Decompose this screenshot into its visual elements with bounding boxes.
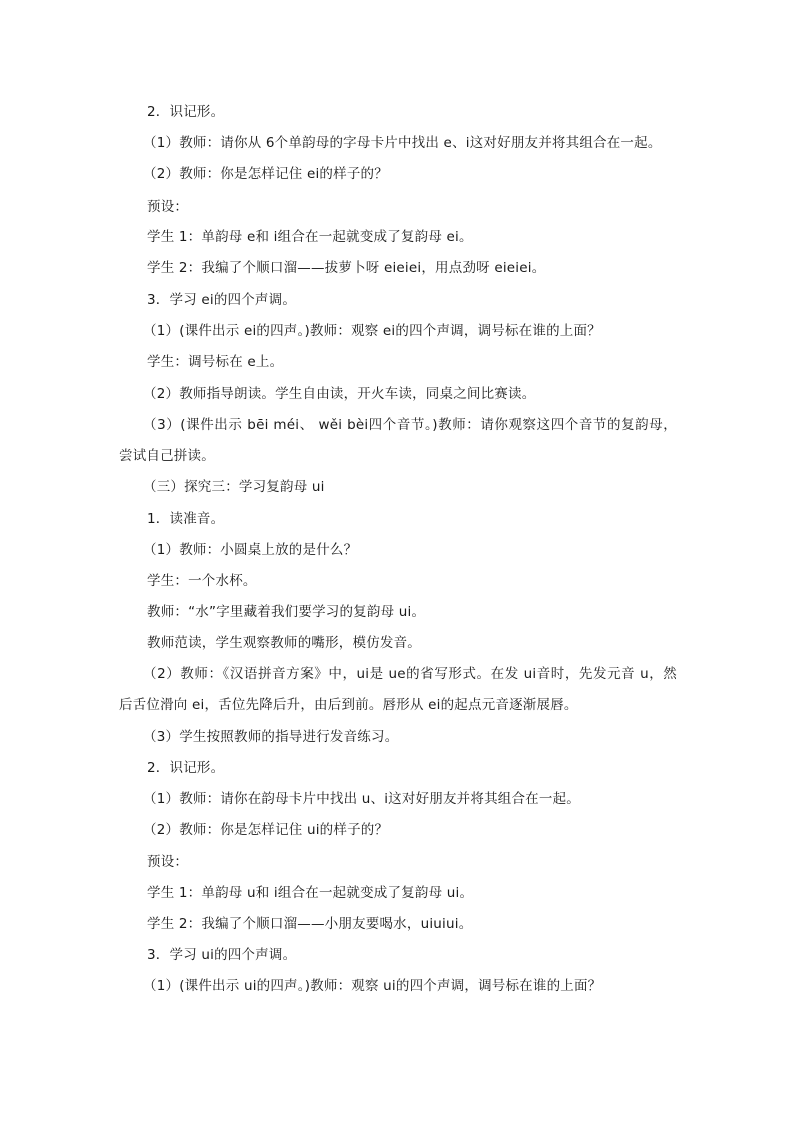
paragraph: 预设： xyxy=(147,854,189,870)
paragraph: （1）(课件出示 ui的四声。)教师：观察 ui的四个声调，调号标在谁的上面？ xyxy=(143,978,602,994)
paragraph: （2）教师：你是怎样记住 ei的样子的？ xyxy=(143,166,388,182)
paragraph-continuation: 尝试自己拼读。 xyxy=(119,448,215,464)
paragraph: （3）(课件出示 bēi méi、 wěi bèi四个音节。)教师：请你观察这四个音节的复韵母， xyxy=(143,417,677,433)
paragraph: （2）教师：你是怎样记住 ui的样子的？ xyxy=(143,822,389,838)
paragraph: 教师范读，学生观察教师的嘴形，模仿发音。 xyxy=(147,635,421,651)
paragraph: （3）学生按照教师的指导进行发音练习。 xyxy=(143,729,399,745)
section-heading: 2．识记形。 xyxy=(147,760,225,776)
paragraph: （1）教师：小圆桌上放的是什么？ xyxy=(143,542,358,558)
paragraph: （1）(课件出示 ei的四声。)教师：观察 ei的四个声调，调号标在谁的上面？ xyxy=(143,323,601,339)
paragraph: 学生 2：我编了个顺口溜——拔萝卜呀 eieiei，用点劲呀 eieiei。 xyxy=(147,260,546,276)
section-heading: 3．学习 ei的四个声调。 xyxy=(147,292,297,308)
paragraph: 学生 1：单韵母 e和 i组合在一起就变成了复韵母 ei。 xyxy=(147,229,473,245)
paragraph: 学生：一个水杯。 xyxy=(147,573,257,589)
paragraph: （1）教师：请你在韵母卡片中找出 u、i这对好朋友并将其组合在一起。 xyxy=(143,791,580,807)
paragraph-continuation: 后舌位滑向 ei，舌位先降后升，由后到前。唇形从 ei的起点元音逐渐展唇。 xyxy=(119,697,578,713)
paragraph: 学生 2：我编了个顺口溜——小朋友要喝水，uiuiui。 xyxy=(147,916,473,932)
paragraph: （2）教师：《汉语拼音方案》中，ui是 ue的省写形式。在发 ui音时，先发元音 u，然 xyxy=(143,666,677,682)
paragraph: 学生：调号标在 e上。 xyxy=(147,354,284,370)
section-heading: 3．学习 ui的四个声调。 xyxy=(147,947,297,963)
section-heading: （三）探究三：学习复韵母 ui xyxy=(143,479,325,495)
paragraph: （2）教师指导朗读。学生自由读，开火车读，同桌之间比赛读。 xyxy=(143,386,536,402)
paragraph: 预设： xyxy=(147,199,189,215)
paragraph: （1）教师：请你从 6个单韵母的字母卡片中找出 e、i这对好朋友并将其组合在一起。 xyxy=(143,135,662,151)
section-heading: 1．读准音。 xyxy=(147,511,225,527)
paragraph: 教师：“水”字里藏着我们要学习的复韵母 ui。 xyxy=(147,604,426,620)
paragraph: 学生 1：单韵母 u和 i组合在一起就变成了复韵母 ui。 xyxy=(147,885,474,901)
section-heading: 2．识记形。 xyxy=(147,104,225,120)
